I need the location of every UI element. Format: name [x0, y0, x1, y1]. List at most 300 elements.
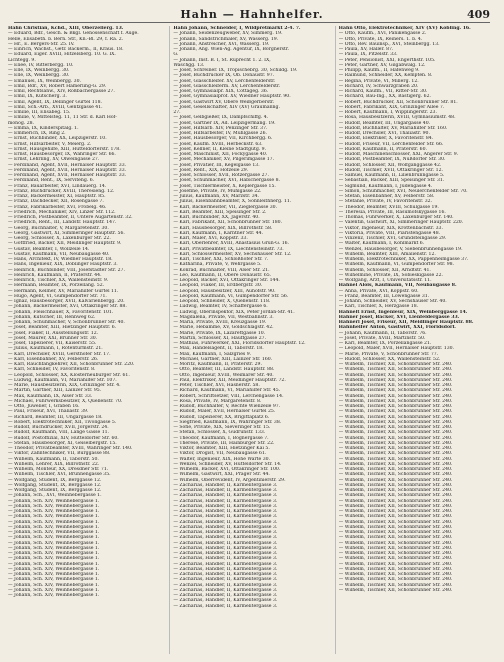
- directory-entry: — Wilhelm, Tischler, XII, Schönbrunner Str. 240.: [338, 524, 453, 530]
- directory-entry: — Emil, Rechtsanw., XIV, Roßbachergasse 27.: [8, 89, 115, 94]
- directory-entry: — Ludwig, Oberinspektor, XIX, Peter Jordan-Str. 41.: [173, 309, 295, 315]
- directory-entry: — Josef, Maurer, XXI, Brünner Str. 30.: [8, 335, 98, 341]
- directory-entry: — Josef, Tapezierer, VII, Kaiserstr. 55.: [8, 341, 97, 346]
- directory-entry: — Sebastian, Bäcker, XIII, Speisinger Str. 31.: [338, 178, 445, 184]
- directory-entry: — Johann, Sch. XIV, Weinhebergasse 1.: [8, 530, 100, 535]
- directory-entry: — Johann, Anstreicher, XVI, Wasserg. 19.: [173, 41, 270, 47]
- directory-entry: — Walter, Kaufmann, I, Kohlmarkt 6.: [338, 241, 425, 247]
- directory-entry: — Wilhelm, Elektrotechniker, XX, Pappenheimgasse 37.: [338, 257, 469, 262]
- directory-entry: — Franz, Beamter, III, Löwengasse 31.: [338, 293, 430, 299]
- directory-entry: — Heinrich, Buchbinder, VIII, Josefstädter Str. 27.: [8, 267, 125, 273]
- directory-entry: — Johann, Schuhmacher, V, Schönbrunner Str. 40.: [8, 320, 125, 325]
- directory-entry: — Zacharias, Händler, II, Karmelitergasse 3.: [173, 593, 278, 598]
- directory-entry: — Johann, Sch. XIV, Weinhebergasse 1.: [8, 582, 100, 588]
- directory-entry: — Wilhelm, Beamter, XIII, Amalienstr. 12.: [338, 251, 436, 257]
- directory-entry: — Wilhelm, Lehrer, XIX, Billrothstr. 22.: [8, 461, 100, 467]
- directory-entry: — Josef, Gymnasialprof. XV, Wiedner Hauptstr. 90.: [173, 94, 291, 100]
- directory-entry: — Josef, Tischlermeister, X, Keplergasse 15.: [173, 183, 276, 189]
- directory-entry: — Johann, Bäckermeister, XVI, Ottakringer Str. 88.: [8, 304, 127, 310]
- directory-entry: — Otto, Ingenieur, XVIII, Weimarer Str. 40.: [173, 372, 274, 378]
- directory-entry: — Maria, Private, XVIII, Kreuzgasse 19.: [173, 320, 267, 325]
- directory-entry: — Max, Kaufmann, I, Salzgries 9.: [173, 351, 252, 357]
- directory-entry: — Josefine, Private, IV, Mühlgasse 22.: [173, 188, 262, 194]
- directory-entry: — Karl, Tischler, X, Herzgasse 18.: [338, 304, 419, 310]
- directory-entry: — Wilhelm, Tischler, XII, Schönbrunner Str. 240.: [338, 477, 453, 483]
- directory-entry: — Wilhelm, Tischler, XII, Schönbrunner Str. 240.: [338, 551, 453, 556]
- directory-entry: — Stefanie, Private, IV, Favoritenstr. 32.: [338, 199, 433, 205]
- directory-entry: — Marie, Private, V, Schönbrunner Str. 77.: [338, 351, 439, 357]
- directory-entry: — Leopold, Kaufmann, VI, Gumpendorfer Str. 56.: [173, 293, 289, 299]
- directory-entry: — Wilhelm, Tischler, XII, Schönbrunner Str. 240.: [338, 577, 453, 583]
- directory-entry: Lichtegg. 9.: [8, 57, 36, 63]
- directory-entry: — Leopold, Maler, XVII, Hernalser Hauptstr. 130.: [338, 346, 455, 352]
- directory-entry: — Stefan, Eisenbahner, XV, Felberstr. 58.: [338, 194, 435, 199]
- directory-entry: — Theresia, Private, III, Rasumofskygasse 16.: [338, 209, 446, 215]
- directory-entry: — Samuel, Kaufmann, II, Lilienbrunngasse 5.: [338, 173, 445, 178]
- directory-entry: — Johann, Sch. XIV, Weinhebergasse 1.: [8, 509, 100, 514]
- directory-entry: — Leopold, Schlosser, XX, Klosterneuburger Str. 61.: [8, 372, 130, 378]
- directory-entry: — Julius, Kaufmann, XV, Märzstr. 34.: [173, 194, 260, 199]
- directory-entry: — Zacharias, Händler, II, Karmelitergasse 3.: [173, 530, 278, 535]
- page-header: [14, 8, 490, 23]
- directory-entry: — Eliee, IV, Ritterbergg. 10.: [8, 62, 74, 68]
- directory-entry: — Zacharias, Händler, II, Karmelitergasse 3.: [173, 488, 278, 493]
- directory-entry: — Sigmund, Kaufmann, I, Judengasse 4.: [338, 183, 433, 189]
- directory-entry: — Ludwig, Beamter, IV, Schäffergasse 6.: [173, 304, 268, 310]
- directory-entry: — Wilhelm, Tischler, XII, Schönbrunner Str. 240.: [338, 582, 453, 588]
- directory-entry: — Johann, Sch. XIV, Weinhebergasse 1.: [8, 498, 100, 504]
- directory-entry: — Wilhelm, Tischler, XII, Schönbrunner Str. 240.: [338, 425, 453, 430]
- directory-entry: — Rudolf, Maschinenschlosser, XXI, Angerer Str. 9.: [338, 152, 459, 157]
- directory-entry: — Theodor, Privatbeamter, XVIII, Währinger Str. 140.: [8, 446, 133, 451]
- directory-entry: — Johann, Sch. XIV, Weinhebergasse 1.: [8, 535, 100, 541]
- directory-entry: — Karl, Bäckermeister, VII, Zieglergasse 30.: [173, 204, 278, 210]
- directory-entry: — Wilhelm, Tischler, XII, Schönbrunner Str. 240.: [338, 440, 453, 446]
- directory-entry: — Rudolf, Beamter, III, Ungargasse 40.: [338, 120, 431, 126]
- directory-entry: — Leopold, Bäcker, XVI, Ottakringer Str. 144.: [173, 278, 280, 283]
- directory-column-3: [335, 26, 496, 654]
- directory-entry: — Katharina, Private, V, Wehrgasse 5.: [173, 262, 262, 268]
- directory-entry: — Emma, IX, Kinderspitalg. 1.: [8, 125, 79, 131]
- directory-entry: — Wilhelm, Tischler, XII, Schönbrunner Str. 240.: [338, 566, 453, 572]
- directory-entry: — Josef, Schreiner. IX, Tropischebrg. 30, Schildg. 19.: [173, 68, 298, 73]
- directory-entry: — Zacharias, Händler, II, Karmelitergasse 3.: [173, 482, 278, 488]
- directory-entry: — Ludwig, Kaufmann, VI, Mariahilfer Str. 107.: [8, 377, 117, 383]
- directory-entry: — Ernst, Lehrling, XV, Ölweingasse 27.: [8, 157, 100, 163]
- directory-entry: — Johann, Kaufmann, II, Taborstr. 76.: [338, 330, 427, 336]
- directory-entry: — Emmerich, IX, Ring 2.: [8, 131, 66, 136]
- directory-entry: — Rudolf, Schlosser, XX, Wallensteinstr. 52.: [338, 356, 441, 362]
- directory-entry: — Ernst, Hausbesorger, IX, Währinger Str. 66.: [8, 152, 116, 157]
- directory-entry: — Johann, Sch. XIV, Weinhebergasse 1.: [8, 519, 100, 525]
- directory-entry: — Johann, Seidenzeugweber, XV, Simmerg. 19.: [173, 31, 283, 37]
- directory-entry: — Rosa, Hausbesitzerin, XVIII, Gymnasiumstr. 48.: [338, 115, 456, 121]
- directory-entry: — Leopold, Hausbesitzer, XIII, Auhofstr. 90.: [173, 288, 276, 294]
- directory-entry: — Wilhelm, Tischler, XII, Schönbrunner Str. 240.: [338, 451, 453, 457]
- directory-entry: — Karl, Kaufmann, I, Kärntner Str. 44.: [173, 230, 264, 236]
- directory-entry: — Emil, Ägent, IX, Dellinger Gürtel 118.: [8, 99, 102, 105]
- directory-entry: — Johann, Ang. Wien-Ag. Agentur, IX, Borgnerstr.: [173, 47, 290, 52]
- directory-entry: — Johann, Sch. XIV, Weinhebergasse 1.: [8, 561, 100, 567]
- directory-entry: — Rudolf, Friseur, VII, Lerchenfelder Str. 66.: [338, 141, 444, 147]
- directory-entry: — Josef, Hausbesorger, VII, Kirchbergg. 6.: [173, 136, 273, 142]
- directory-entry: — Wilhelm, Tischler, XII, Schönbrunner Str. 240.: [338, 540, 453, 546]
- directory-entry: — Otto, Beamter, III, Landstr. Hauptstr. 88.: [173, 367, 275, 373]
- directory-entry: — Johann, Sch. XIV, Weinhebergasse 1.: [8, 514, 100, 520]
- directory-entry: — Josef, Privatier, III, Kegelgasse 13.: [173, 162, 260, 168]
- directory-entry: — Hans, Architekt, IV, Wiedner Hauptstr. 18.: [8, 257, 113, 262]
- directory-entry: — Ferdinand, Agent, XVII, Hernalser Hauptstr. 33.: [8, 162, 127, 168]
- directory-entry: — Konrad, Buchhalter, VIII, Alser Str. 21.: [173, 267, 270, 273]
- directory-entry: — Emil, Sch.-Arb., XVIII, Gentzgasse 41.: [8, 104, 103, 110]
- directory-entry: — Marie, Private, IX, Lazarettgasse 10.: [173, 330, 266, 336]
- directory-entry: — Mathias, Fuhrwerker, XXI, Floridsdorfer Hauptstr. 12.: [173, 341, 306, 346]
- directory-entry: — Karl, Beamter, XIII, Speisinger Str. 2.: [173, 209, 267, 215]
- directory-entry: — Peter, Gärtner, XV, Gilgäbwälg. 12.: [338, 62, 426, 68]
- directory-entry: — Marie, Hausbesitzerin, XIX, Grinzinger Str. 4.: [8, 383, 121, 388]
- directory-entry: — Paul, Elektriker, XII, Meidlinger Hauptstr. 72.: [173, 377, 286, 383]
- directory-entry: — Gustav, Kaufmann, VII, Neubaugasse 40.: [8, 251, 110, 257]
- directory-entry: — Stefan, Hausbesorger, XI, Geiselbergstr. 15.: [8, 440, 117, 446]
- directory-entry: — Hermann, Kellner, XV, Mariahilfer Gürtel 11.: [8, 288, 119, 294]
- directory-entry: — Wilhelm, Tischler, XII, Schönbrunner Str. 240.: [338, 572, 453, 577]
- directory-entry: — Johann, Sch. XIV, Weinhebergasse 1.: [8, 577, 100, 583]
- directory-entry: — Otto, Rev. Bauinsp., XVI, Steinbergg. 13.: [338, 41, 440, 47]
- directory-entry: Wäschgg. 13.: [173, 62, 205, 68]
- directory-entry: — Wilhelm, Oberrevident, IV, Argentinierstr. 29.: [173, 477, 286, 483]
- directory-entry: — Josef, Maschinist, XII, Fockygasse 40.: [173, 152, 268, 157]
- directory-entry: — Heinrich, Kaufmann, II, Praterstr. 44.: [8, 272, 102, 278]
- directory-entry: — Wilhelm, Tischler, XII, Schönbrunner Str. 240.: [338, 519, 453, 525]
- directory-entry: — Josef, Glasschleiferm. XV, Lerchenfelderstr.: [173, 83, 281, 89]
- directory-entry: — Johann, Sch. XIV, Weinhebergasse 1.: [8, 545, 100, 551]
- directory-entry: — Elle, IX, Weinbergg. 30.: [8, 68, 70, 73]
- directory-entry: — Zacharias, Händler, II, Karmelitergasse 3.: [173, 603, 278, 609]
- directory-entry: — Ferdinand, Agent, XVII, Hernalser Hauptstr. 33.: [8, 173, 127, 178]
- directory-entry: — Zacharias, Händler, II, Karmelitergasse 3.: [173, 493, 278, 499]
- directory-entry: — Emilie, III, Elisabeg. 15.: [8, 110, 71, 115]
- directory-entry: — Heinrich, Tischler, XX, Wallensteinstr. 9.: [8, 278, 109, 283]
- directory-entry: — Rudolf, Buchdrucker, XVII, Jörgerstr. 24.: [8, 425, 109, 430]
- directory-entry: — Rosa, Private, IV, Margaretenstr. 8.: [173, 398, 262, 404]
- directory-entry: — Wilhelm, Monteur, XX, Dresdner Str. 71.: [8, 467, 109, 472]
- directory-entry: — Josef, Hilfsarb. XIV, Penzinger Str. 37.: [173, 125, 268, 131]
- directory-entry: — Ernst, Buchbinder, XX, Leipzigerstr. 10.: [8, 136, 107, 142]
- directory-entry: — Franz, Buchdrucker, XVIII, Theresieng. 12.: [8, 188, 115, 194]
- page-number: 409: [467, 8, 490, 21]
- directory-entry: — Philipp, Kaufm., II, Hafenweg 9.: [338, 68, 420, 73]
- directory-entry: — Hugo, Agent, VI, Gumpendorfer Str. 71.: [8, 293, 107, 299]
- page-title: Hahn — Hahnhelfer.: [180, 8, 324, 21]
- directory-entry: — Wilhelm, Tischler, XII, Schönbrunner Str. 240.: [338, 545, 453, 551]
- directory-entry: — Leopold, Fiaker, III, Erdbergstr. 30.: [173, 283, 263, 289]
- directory-entry: — Johann, Fleischhauer, X, Favoritenstr. 101.: [8, 309, 114, 315]
- directory-entry: — Raimund, Schneider, XX, Kempten. 8.: [338, 73, 433, 79]
- directory-entry: — Wilhelm, Tischler, XII, Schönbrunner Str. 240.: [338, 482, 453, 488]
- directory-entry: — Wilhelm, Tischler, XII, Schönbrunner Str. 240.: [338, 430, 453, 436]
- directory-entry: — Wenzel, Schneider, XV, Hütteldorfer Str. 14.: [173, 461, 282, 467]
- directory-entry: — Viktor, Zahntechniker, VII, Burggasse 88.: [8, 451, 111, 457]
- directory-entry: — Karl, Buchbinder, XX, Jägerstr. 40.: [173, 215, 260, 220]
- directory-entry: — Anna, Private, XVI, Koppstr. 60.: [338, 288, 419, 294]
- directory-entry: — Valentin, Gastwirt, XI, Simmeringer Hauptstr. 220.: [338, 220, 464, 226]
- directory-entry: — Johann, Sch. XIV, Weinhebergasse 1.: [8, 551, 100, 556]
- directory-entry: — Emil, IX, Kutscherg. 3.: [8, 94, 67, 100]
- directory-entry: — Otto, Kaufm., XVI, Panikengasse 2.: [338, 31, 427, 37]
- directory-entry: — Wilhelm, Tischler, XII, Schönbrunner Str. 240.: [338, 456, 453, 462]
- directory-entry: — Zacharias, Händler, II, Karmelitergasse 3.: [173, 561, 278, 567]
- directory-entry: — Julius, Kaufmann, I, Rotenturmstr. 21.: [8, 346, 103, 352]
- directory-entry: — Wilhelm, Tischler, XII, Schönbrunner Str. 240.: [338, 367, 453, 373]
- directory-heading: Hahnhelfer Anton, Gastwirt, XXI, Floridsdorf.: [338, 325, 456, 331]
- directory-entry: — Hermann, Beamter, IX, Porzellang. 52.: [8, 283, 105, 289]
- directory-entry: — Josef, Schlosser, XVII, Rötzergasse 27.: [173, 173, 269, 178]
- directory-columns: [8, 26, 496, 654]
- directory-entry: — Johann, Sch., XVI, Weinhebergasse 1.: [8, 493, 102, 499]
- directory-entry: — Johann, Sch. XIV, Weinhebergasse 1.: [8, 587, 100, 593]
- directory-entry: — Karl, Fabrikant, XII, Schönbrunner Str. 180.: [173, 220, 283, 226]
- directory-entry: — Theodor, Beamter, XVIII, Schulgasse 19.: [338, 204, 439, 210]
- directory-entry: — Gottfried, Bäcker, XII, Meidlinger Hauptstr. 9.: [8, 241, 122, 247]
- directory-entry: — Josef, Kellner, II, Kleine Stadtgutg. 9.: [173, 146, 267, 152]
- directory-entry: — Karl, Schlossermeister, XV, Sechshauser Str. 12.: [173, 251, 292, 257]
- directory-entry: — Michael, Fuhrwerksbesitzer, X, Quellenstr. 70.: [8, 398, 123, 404]
- directory-entry: — Wilhelm, Kaufmann, VI, Gumpendorfer Str. 98.: [338, 262, 455, 268]
- directory-entry: — Walter, Ingenieur, XIX, Hohe Warte 30.: [173, 456, 271, 462]
- directory-entry: — Wilhelm, Tischler, XII, Schönbrunner Str. 240.: [338, 388, 453, 394]
- directory-entry: — Einrich, Wachst., Getr. Bäckerm., II, Kraus. 18.: [8, 47, 124, 52]
- directory-entry: — Ignaz, Hausbesorger, XVII, Kalvarienbergg. 20.: [8, 299, 125, 304]
- directory-entry: — Karl, Beamter, IX, Porzellangasse 21.: [338, 341, 432, 346]
- directory-entry: — Richard, Kaufm., VII, Ritter-Str. 30.: [338, 89, 428, 94]
- directory-entry: — Zacharias, Händler, II, Karmelitergasse 3.: [173, 598, 278, 604]
- directory-entry: — Paula, XV, Haller. 87.: [338, 47, 394, 52]
- directory-column-1: [8, 26, 165, 654]
- directory-entry: — Josef, Gesellschafter, XIV (XV) Graumanng.: [173, 104, 280, 110]
- directory-entry: — Wilhelm, Tischler, XII, Schönbrunner Str. 240.: [338, 587, 453, 593]
- directory-entry: — Friedrich, Rent., III, Landstr. Hauptstr. 147.: [8, 220, 117, 226]
- directory-entry: — Viktor, Ingenieur, XIX, Krottenbachstr. 33.: [338, 225, 443, 231]
- directory-entry: 27.: [173, 110, 181, 115]
- directory-entry: — Regina, Private, VI, Millerg. 12.: [338, 78, 419, 84]
- directory-entry: — Wilhelm, Gastwirt, XXI, Prager Str. 44.: [173, 472, 270, 478]
- directory-entry: — Wilhelm, Kaufmann, II, Taborstr. 50.: [8, 456, 99, 462]
- directory-entry: — Wilhelmine, Private, IX, Sobieskigasse 22.: [338, 272, 443, 278]
- directory-entry: — Emanuel, IX, Weinbergg. 30.: [8, 78, 81, 84]
- directory-entry: — Robert, Schriftsetzer, VIII, Lerchengasse 14.: [173, 393, 284, 399]
- directory-entry: — Robert, Kaufmann, I, Wipplingerstr. 23.: [338, 110, 437, 115]
- directory-entry: — Rudolf, Tischler, XVII, Ottakringer Str. 12.: [338, 167, 443, 173]
- directory-entry: — Johann, Sch. XIV, Weinhebergasse 1.: [8, 540, 100, 546]
- directory-entry: — Magdalena, Private, VII, Westbahnstr. 3.: [173, 314, 274, 320]
- directory-entry: — Wilhelm, Bäcker, XVI, Ottakringer Str. 100.: [173, 467, 281, 472]
- directory-entry: — Wilhelm, Tischler, XII, Schönbrunner Str. 240.: [338, 398, 453, 404]
- directory-heading: Hahn Christian, Kchd., XIII, Oberzellerg. 13.: [8, 26, 124, 31]
- directory-entry: — Karl, Maler, XVI, Koppstr. 33.: [173, 236, 248, 241]
- directory-entry: — Moritz, Kaufmann, II, Praterstr. 29.: [173, 362, 262, 367]
- directory-entry: — Wilhelm, Tischler, XII, Schönbrunner Str. 240.: [338, 472, 453, 478]
- directory-entry: — Otto, Private, IX, Reiners. 1. b. 4.: [338, 36, 423, 42]
- directory-entry: — Robert, Buchdrucker, XII, Schönbrunner Str. 81.: [338, 99, 458, 105]
- directory-entry: — Josef, Gelbgießer, IX, Dampfschiffg. 4.: [173, 115, 269, 121]
- directory-entry: — Rudolf, Schlosser, XII, Wolfganggasse 42.: [338, 162, 442, 168]
- directory-heading: Hahnel Alois, Kaufmann, VII, Neubaugasse 8.: [338, 283, 457, 289]
- directory-entry: — Franz, Dachdecker, XII, Rosengasse 7.: [8, 199, 104, 205]
- directory-column-2: [169, 26, 330, 654]
- directory-entry: — Rudolf, Kaufmann, II, Praterstr. 60.: [338, 146, 427, 152]
- directory-entry: — Johann, Sch. XIV, Weinhebergasse 1.: [8, 572, 100, 577]
- directory-entry: — Leo, Kaufmann, II, Obere Donaustr. 65.: [173, 272, 272, 278]
- directory-entry: — Wilhelm, Tischler, XII, Schönbrunner Str. 240.: [338, 435, 453, 441]
- directory-entry: — Marie, Hebamme, XV, Goldschlagstr. 42.: [173, 325, 274, 331]
- directory-entry: — Max, Kaufmann, IX, Alser Str. 33.: [8, 393, 93, 399]
- directory-entry: — Georg, Schlosser, X, Laxenburger Str. 22.: [8, 236, 111, 241]
- directory-entry: — Josef, Kaufm. XVIII, Herbeckstr. 63.: [173, 141, 263, 147]
- directory-entry: — Johann, Sch. XIV, Weinhebergasse 1.: [8, 566, 100, 572]
- directory-entry: — Wilhelm, Tischler, XII, Schönbrunner Str. 240.: [338, 362, 453, 367]
- directory-entry: — Ferdinand, Rent., IX, Serviteng. 6.: [8, 178, 95, 184]
- directory-entry: — Zacharias, Händler, II, Karmelitergasse 3.: [173, 519, 278, 525]
- directory-entry: — Wilhelm, Tischler, XII, Schönbrunner Str. 240.: [338, 419, 453, 425]
- directory-entry: — Stefan, Schlosser, X, Gudrunstr. 133.: [173, 430, 266, 436]
- directory-entry: — Wilhelm, Tischler, XII, Schönbrunner Str. 240.: [338, 488, 453, 493]
- directory-entry: — Richard, Beamter, III, Ungargasse 18.: [8, 414, 103, 420]
- directory-entry: — Ferdinand, Agent, XVII, Hernalser Hauptstr. 33.: [8, 167, 127, 173]
- directory-entry: — Wilhelm, Tischler, XII, Schönbrunner Str. 240.: [338, 383, 453, 388]
- directory-entry: — Zacharias, Händler, II, Karmelitergasse 3.: [173, 566, 278, 572]
- directory-entry: — Josef, Glasschleifer. XV, Lerchenfelderstr.: [173, 78, 276, 84]
- directory-entry: — Gustav, Beamter, I, Wollzeile 14.: [8, 246, 90, 252]
- directory-entry: — Wilhelm, Tischler, XII, Schönbrunner Str. 240.: [338, 509, 453, 514]
- directory-entry: G.: [173, 52, 179, 58]
- directory-entry: — Sofie, Private, XIX, Sieveringer Str. 15.: [173, 425, 271, 430]
- directory-entry: — Viktoria, Private, VIII, Piaristengasse 48.: [338, 230, 441, 236]
- directory-entry: — Karl, Tischler, XXI, Schloßhofer Str. 7.: [173, 257, 269, 262]
- directory-entry: — Paula, IX, Pitzelstr. 33.: [338, 52, 398, 58]
- directory-entry: — Wenzel, Hausbesorger, V, Siebenbrunnengasse 19.: [338, 246, 463, 252]
- directory-entry: — Wilhelm, Tischler, XII, Schönbrunner Str. 240.: [338, 404, 453, 409]
- directory-entry: — Zacharias, Händler, II, Karmelitergasse 3.: [173, 545, 278, 551]
- directory-entry: — Zacharias, Händler, II, Karmelitergasse 3.: [173, 503, 278, 509]
- directory-entry: — Siegfried, Kaufmann, IX, Währinger Str. 38.: [173, 419, 282, 425]
- directory-entry: — Josef, Gastwirt XV, Obere Weißgerberstr.: [173, 99, 275, 105]
- directory-entry: — Wilhelm, Tischler, XII, Schönbrunner Str. 240.: [338, 377, 453, 383]
- directory-entry: — Ernst, Hausgehilfe, XIII, Hütteldorferstr. 178.: [8, 146, 121, 152]
- directory-heading: Hahn Johann, Schneider, I, Wildpretmarkt 2-4. 7.: [173, 26, 301, 31]
- directory-entry: — Rudolf, Maler, XVII, Hernalser Gürtel 25.: [173, 409, 276, 415]
- directory-entry: — Johann, Kutscher, III, Rennweg 62.: [8, 314, 96, 320]
- directory-entry: — Wilhelm, Tischler, XII, Schönbrunner Str. 240.: [338, 514, 453, 520]
- directory-entry: — Robert, Fabrikant, XIX, Grinzinger Allee 7.: [338, 104, 445, 110]
- directory-entry: — Elle, IX, Weinbergg. 30.: [8, 73, 70, 79]
- directory-entry: — Zacharias, Händler, II, Karmelitergasse 3.: [173, 498, 278, 504]
- directory-entry: — Wilhelm, Tischler, XII, Schönbrunner Str. 240.: [338, 535, 453, 541]
- directory-entry: Helle, Elisabeth. b. Bern. Str., Kn.-Bl. 29, f. Ra. 2.: [8, 36, 124, 42]
- directory-entry: — Thomas, Fuhrwerker, X, Laxenburger Str. 140.: [338, 215, 454, 220]
- directory-entry: — Rudolf, Buchhalter, V, Rechte Wienzeile 97.: [173, 404, 281, 409]
- directory-entry: monog. 28.: [8, 120, 35, 126]
- directory-entry: — Therese, Private, III, Hainburger Str. 22.: [173, 440, 275, 446]
- directory-entry: — Wilhelm, Schlosser, XII, Arndtstr. 41.: [338, 267, 431, 273]
- directory-entry: — Rudolf, Tapezierer, XX, Brigittaplatz 6.: [173, 414, 270, 420]
- directory-entry: — Rudolf, Postoffizial, XIV, Hütteldorfer Str. 60.: [8, 435, 119, 441]
- directory-entry: — Wilhelm, Tischler, XII, Schönbrunner Str. 240.: [338, 446, 453, 451]
- directory-entry: — Wilhelm, Tischler, XII, Schönbrunner Str. 240.: [338, 561, 453, 567]
- directory-entry: — Rudolf, Drechsler, XVI, Thaliastr. 90.: [338, 131, 430, 136]
- directory-entry: — Josef, Schuhmacher, XVI, Habichergasse 8.: [173, 178, 280, 184]
- directory-entry: — Julius, Eisenbahnbeamter, X, Sonnleithnerg. 11.: [173, 199, 292, 205]
- directory-entry: — Ernst, Hilfsarbeiter, V, Meierg. 2.: [8, 141, 92, 147]
- directory-entry: — Zacharias, Händler, II, Karmelitergasse 3.: [173, 582, 278, 588]
- directory-entry: — Eduard, Bdr., Gesch. & Bkgl. Genossenschaft f. Auge.: [8, 31, 139, 37]
- directory-heading: Hahnerl Josef, Friseur, XII, Meidlinger Hauptstr. 88.: [338, 320, 474, 325]
- directory-entry: — Karl, Hausbesorger, XIX, Billrothstr. 58.: [173, 225, 273, 231]
- directory-entry: — Friedrich, Postbeamter, II, Untere Augartenstr. 32.: [8, 215, 133, 220]
- directory-entry: — Wilhelm, Tischler, XVI, Brunnengasse 35.: [8, 472, 111, 478]
- directory-entry: — Franz, Bäckermeister, XI, Hauptstr. 85.: [8, 194, 106, 199]
- directory-entry: — Josef, Private, XVIII, Martinstr. 50.: [338, 335, 426, 341]
- directory-entry: — Eduard, Eiger. XVIII, Hitzelsberg. 10. G. IX.: [8, 52, 116, 58]
- directory-entry: — Peter, Pensionist, XXI, Engerthstr. 105.: [338, 57, 436, 63]
- directory-entry: — Karl, Eisenbahner, XV, Felberstr. 26.: [8, 356, 99, 362]
- directory-entry: — Friedrich, Mechaniker, XIV, Linzer Str. 112.: [8, 209, 116, 215]
- directory-entry: — Emil, Bdr., XV, Robert Hamerling-G. 29.: [8, 83, 107, 89]
- directory-entry: — Josef, Rent., XIX, Hofzeile 29.: [173, 167, 249, 173]
- directory-entry: — Georg, Gastwirt, XI, Simmeringer Hauptstr. 56.: [8, 230, 125, 236]
- directory-entry: — Zacharias, Händler, II, Karmelitergasse 3.: [173, 577, 278, 583]
- directory-entry: — Franz, Fabrikarbeiter, XVI, Fröbelg. 46.: [8, 204, 107, 210]
- directory-entry: — Wilhelm, Tischler, XII, Schönbrunner Str. 240.: [338, 467, 453, 472]
- directory-entry: — Zacharias, Händler, II, Karmelitergasse 3.: [173, 509, 278, 514]
- directory-entry: — Johann, Sch. XIV, Weinhebergasse 1.: [8, 556, 100, 562]
- directory-entry: — Wilhelm, Tischler, XII, Schönbrunner Str. 240.: [338, 372, 453, 378]
- directory-entry: — Wolfgang, Student, IX, Berggasse 12.: [8, 482, 102, 488]
- directory-heading: Hahner Josef, Bäcker, XVI, Lienfeldergasse 33.: [338, 314, 460, 320]
- directory-entry: — Peter, Tischler, XVI, Hasnerstr. 58.: [173, 383, 260, 388]
- directory-entry: — Zacharias, Händler, II, Karmelitergasse 3.: [173, 587, 278, 593]
- directory-entry: — Josef, Hilfsarbeiter, IV, Mühlgasse 26.: [173, 131, 267, 136]
- directory-entry: — Otto, Juwelier, I, Graben 16.: [8, 404, 80, 409]
- directory-entry: — Rudolf, Kaufmann, VIII, Lange Gasse 11.: [8, 430, 110, 436]
- directory-entry: — Martin, Schlosser, XI, Hauffgasse 27.: [173, 335, 267, 341]
- directory-entry: — Rudolf, Elektriker, X, Favoritenstr. 84.: [338, 136, 434, 142]
- directory-entry: — Josef, Mechaniker, XV, Pilgerimgasse 17.: [173, 157, 275, 163]
- directory-entry: — Viktor, Beamter, XIII, Hietzinger Kai 5.: [173, 446, 270, 451]
- directory-entry: — Josef, Buchdrucker IX, Ob. Donaustr. 97.: [173, 73, 275, 79]
- directory-entry: — Josef, Beamter, XIII, Hietzinger Hauptstr. 6.: [8, 325, 117, 331]
- directory-entry: — Zacharias, Händler, II, Karmelitergasse 3.: [173, 572, 278, 577]
- directory-entry: — Wilhelm, Tischler, XII, Schönbrunner Str. 240.: [338, 461, 453, 467]
- directory-entry: — Johann, Sch. XIV, Weinhebergasse 1.: [8, 503, 100, 509]
- directory-entry: — Karl, Rauchfangkehrer, XII, Schönbrunner Str. 220.: [8, 362, 135, 367]
- directory-entry: — Hr., E. Bergers-Str. 25. IV.: [8, 41, 75, 47]
- directory-entry: — Theodor, Kaufmann, I, Bognergasse 7.: [173, 435, 269, 441]
- directory-entry: — Viktor, Drogist, VII, Neubaugasse 61.: [173, 451, 267, 457]
- directory-entry: — Karl, Privatbeamter, IX, Liechtensteinstr. 73.: [173, 246, 284, 252]
- directory-entry: — Wilhelm, Tischler, XII, Schönbrunner Str. 240.: [338, 493, 453, 499]
- directory-entry: — Hans, Ingenieur, XIX, Döblinger Hauptstr. 3.: [8, 262, 118, 268]
- directory-entry: — Zacharias, Händler, II, Karmelitergasse 3.: [173, 524, 278, 530]
- directory-entry: — Wilhelm, Tischler, XII, Schönbrunner Str. 240.: [338, 498, 453, 504]
- directory-entry: — Zacharias, Händler, II, Karmelitergasse 3.: [173, 556, 278, 562]
- directory-entry: — Johann, Schneider, XV, Sechshauser Str. 40.: [338, 299, 447, 304]
- directory-heading: Hahnelt Ernst, Ingenieur, XIX, Weinberggasse 14.: [338, 309, 468, 315]
- directory-entry: — Wolfgang, Arzt, I, Universitätsstr. 11.: [338, 278, 432, 283]
- directory-entry: — Josef, Gymnasialpr. XIX, Cottageg. 36.: [173, 89, 269, 94]
- directory-entry: — Wilhelm, Tischler, XII, Schönbrunner Str. 240.: [338, 530, 453, 535]
- directory-entry: — Josef, Gärtner IX, Ad. Leipzigermang. 19.: [173, 120, 276, 126]
- directory-entry: — Emilie, V, Mittelsteg. 11, 11 Str. d. Karl Hof-: [8, 115, 117, 121]
